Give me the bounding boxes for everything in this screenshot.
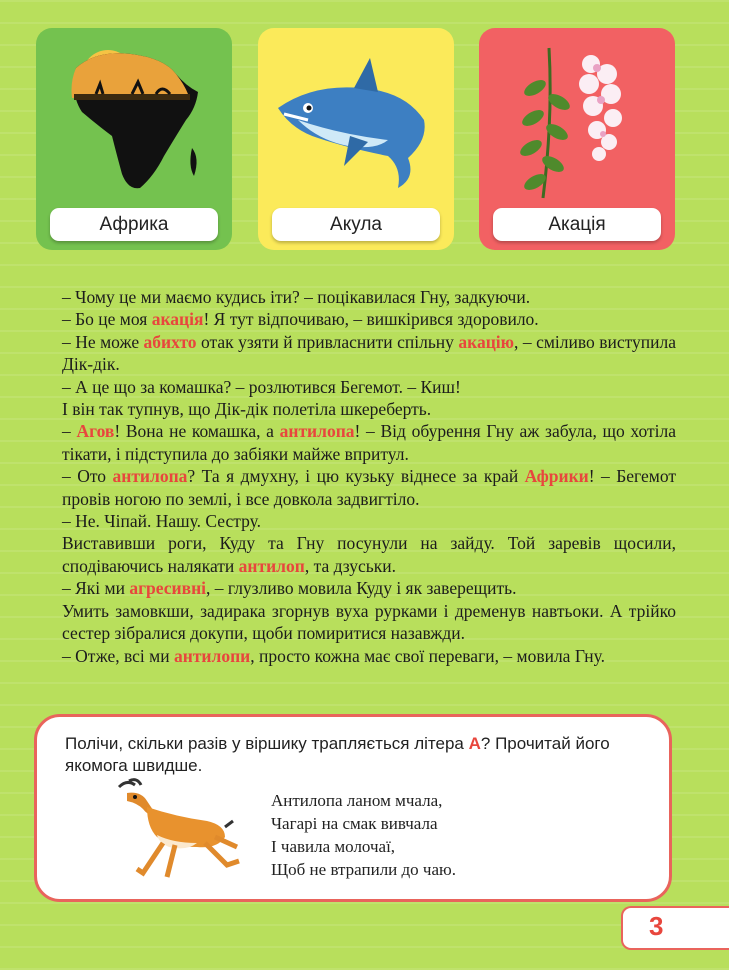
card-label-shark: Акула <box>272 208 440 241</box>
story-line: Умить замовкши, задирака згорнув вуха рурками і дременув навтьоки. А трійко сестер зібралися докупи, щоби помиритися назавжди. <box>62 600 676 644</box>
story-line: – Не може абихто отак узяти й привласнити спільну акацію, – сміливо виступила Дік-дік. <box>62 331 677 375</box>
story-line: – Агов! Вона не комашка, а антилопа! – Від обурення Гну аж забула, що хотіла тікати, і підступила до забіяки майже впритул. <box>62 421 677 464</box>
poem-line: Антилопа ланом мчала, <box>271 791 443 810</box>
acacia-icon <box>479 28 675 208</box>
story-text <box>62 286 676 667</box>
card-africa <box>36 28 232 250</box>
story-line: – А це що за комашка? – розлютився Бегемот. – Киш! <box>62 376 461 397</box>
story-line: – Ото антилопа? Та я дмухну, і цю кузьку віднесе за край Африки! – Бегемот провів ногою по землі, і все довкола задвигтіло. <box>62 466 677 509</box>
task-box <box>34 714 672 902</box>
shark-icon <box>258 28 454 208</box>
poem <box>271 789 456 881</box>
task-question: Полічи, скільки разів у віршику трапляється літера А? Прочитай його якомога швидше. <box>65 734 610 775</box>
card-shark <box>258 28 454 250</box>
poem-line: І чавила молочаї, <box>271 837 396 856</box>
story-line: – Які ми агресивні, – глузливо мовила Куду і як заверещить. <box>62 578 517 599</box>
page-number: 3 <box>649 911 664 941</box>
story-line: І він так тупнув, що Дік-дік полетіла шкереберть. <box>62 399 432 420</box>
africa-map-icon <box>36 28 232 208</box>
story-line: – Чому це ми маємо кудись іти? – поцікавилася Гну, задкуючи. <box>62 287 531 307</box>
card-acacia <box>479 28 675 250</box>
story-line: – Отже, всі ми антилопи, просто кожна має свої переваги, – мовила Гну. <box>62 645 606 666</box>
story-line: – Бо це моя акація! Я тут відпочиваю, – вишкірився здоровило. <box>62 309 539 330</box>
poem-line: Щоб не втрапили до чаю. <box>271 860 456 879</box>
card-label-africa: Африка <box>50 208 218 241</box>
page-number-tab <box>621 906 729 950</box>
card-label-acacia: Акація <box>493 208 661 241</box>
story-line: Виставивши роги, Куду та Гну посунули на зайду. Той заревів щосили, сподіваючись налякати антилоп, та дзуськи. <box>62 533 676 576</box>
antelope-icon <box>97 777 247 887</box>
story-line: – Не. Чіпай. Нашу. Сестру. <box>62 511 262 532</box>
poem-line: Чагарі на смак вивчала <box>271 814 438 833</box>
